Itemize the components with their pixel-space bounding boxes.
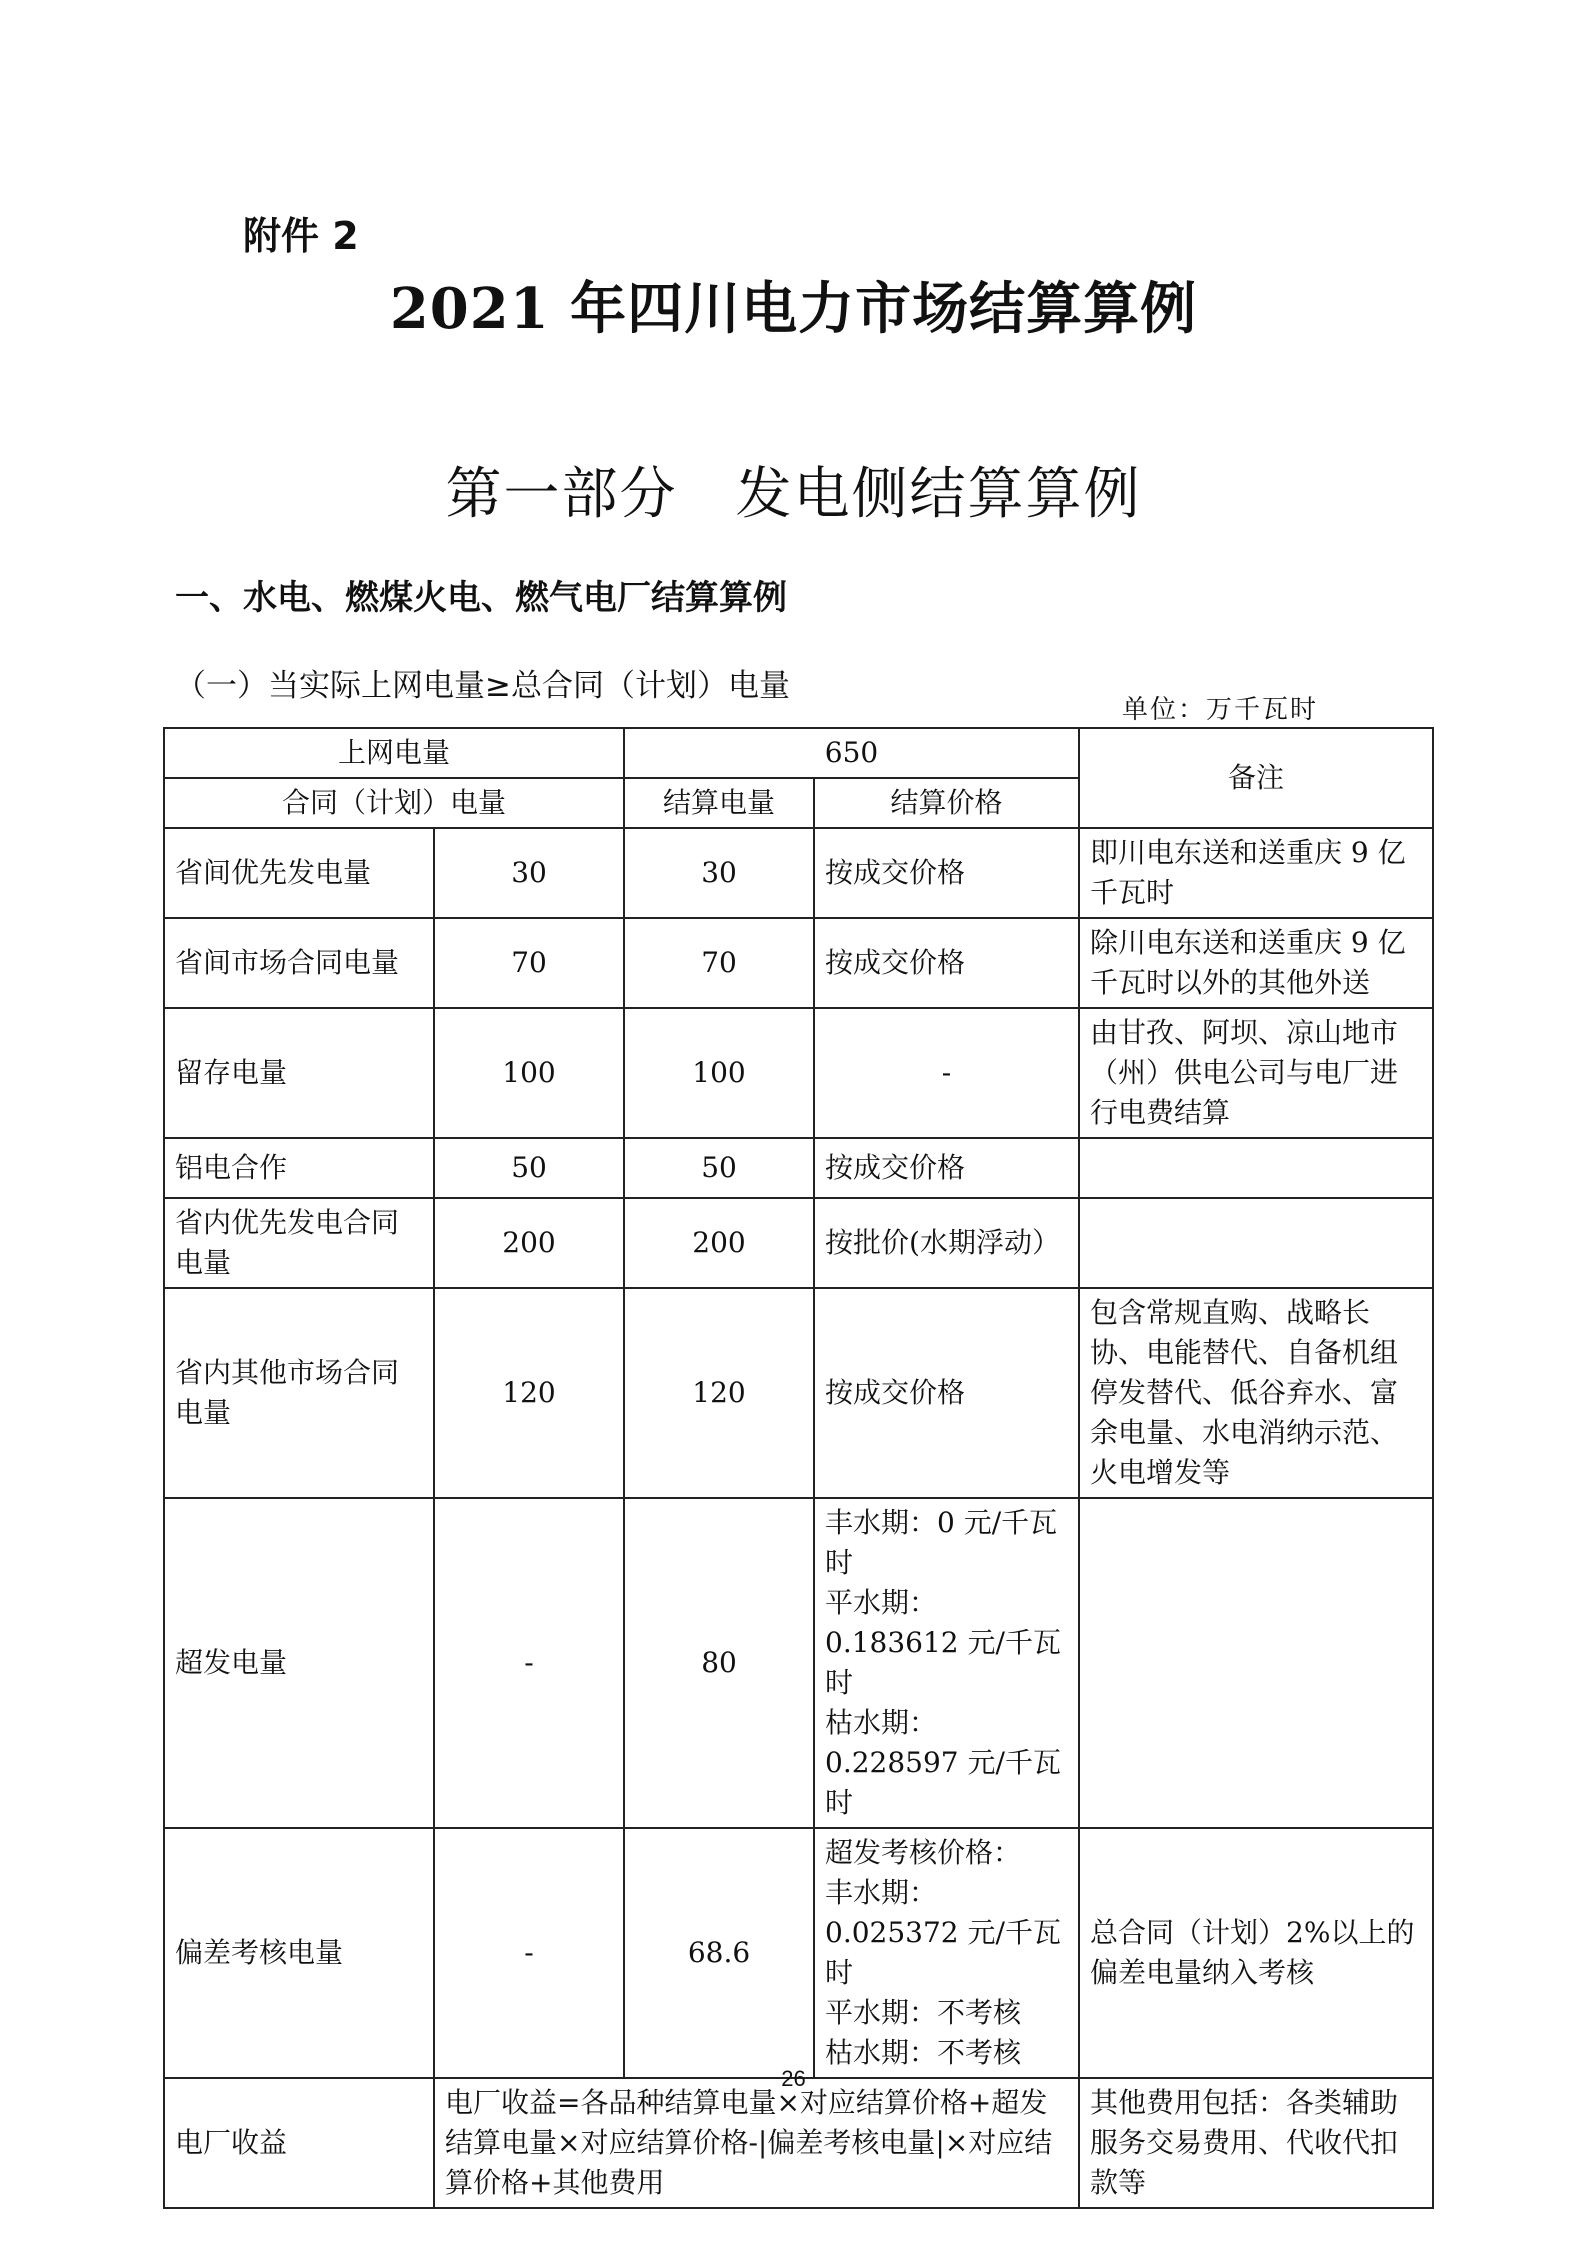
- row-remark: 即川电东送和送重庆 9 亿千瓦时: [1079, 828, 1433, 918]
- row-remark: 总合同（计划）2%以上的偏差电量纳入考核: [1079, 1828, 1433, 2078]
- document-title: 2021 年四川电力市场结算算例: [389, 276, 1198, 342]
- row-name: 省内其他市场合同电量: [164, 1288, 434, 1498]
- table-row: [164, 1828, 1433, 2078]
- table-row: [164, 1198, 1433, 1288]
- contract-energy-header: 合同（计划）电量: [164, 778, 624, 828]
- unit-label: 单位：万千瓦时: [1122, 695, 1319, 725]
- grid-energy-label: 上网电量: [164, 728, 624, 778]
- row-name: 超发电量: [164, 1498, 434, 1828]
- table-row: [164, 1138, 1433, 1198]
- row-settled-energy: 80: [624, 1498, 814, 1828]
- row-settled-energy: 50: [624, 1138, 814, 1198]
- row-name: 留存电量: [164, 1008, 434, 1138]
- row-contract-energy: -: [434, 1828, 624, 2078]
- row-contract-energy: 70: [434, 918, 624, 1008]
- row-remark: 由甘孜、阿坝、凉山地市（州）供电公司与电厂进行电费结算: [1079, 1008, 1433, 1138]
- row-settlement-price: 超发考核价格： 丰水期：0.025372 元/千瓦时 平水期：不考核 枯水期：不考核: [814, 1828, 1079, 2078]
- row-remark: [1079, 1198, 1433, 1288]
- row-contract-energy: -: [434, 1498, 624, 1828]
- page-number: 26: [781, 2066, 806, 2091]
- row-name: 省间市场合同电量: [164, 918, 434, 1008]
- row-settled-energy: 70: [624, 918, 814, 1008]
- subsection-heading: （一）当实际上网电量≥总合同（计划）电量: [175, 668, 790, 704]
- row-settlement-price: 按成交价格: [814, 1288, 1079, 1498]
- row-remark: [1079, 1138, 1433, 1198]
- section-heading: 一、水电、燃煤火电、燃气电厂结算算例: [175, 578, 787, 618]
- row-remark: 包含常规直购、战略长协、电能替代、自备机组停发替代、低谷弃水、富余电量、水电消纳示范、火电增发等: [1079, 1288, 1433, 1498]
- row-name: 铝电合作: [164, 1138, 434, 1198]
- grid-energy-value: 650: [624, 728, 1079, 778]
- revenue-row: [164, 2078, 1433, 2208]
- table-row: [164, 918, 1433, 1008]
- row-name: 省间优先发电量: [164, 828, 434, 918]
- table-row: [164, 828, 1433, 918]
- table-row: [164, 1008, 1433, 1138]
- row-name: 偏差考核电量: [164, 1828, 434, 2078]
- row-contract-energy: 100: [434, 1008, 624, 1138]
- row-settlement-price: 按成交价格: [814, 918, 1079, 1008]
- row-contract-energy: 50: [434, 1138, 624, 1198]
- row-settled-energy: 30: [624, 828, 814, 918]
- row-settled-energy: 100: [624, 1008, 814, 1138]
- row-contract-energy: 200: [434, 1198, 624, 1288]
- settlement-price-header: 结算价格: [814, 778, 1079, 828]
- row-settlement-price: 按成交价格: [814, 1138, 1079, 1198]
- row-remark: [1079, 1498, 1433, 1828]
- table-row: [164, 1288, 1433, 1498]
- revenue-remark: 其他费用包括：各类辅助服务交易费用、代收代扣款等: [1079, 2078, 1433, 2208]
- row-contract-energy: 120: [434, 1288, 624, 1498]
- settlement-table: [163, 727, 1434, 2209]
- table-header-row: [164, 728, 1433, 778]
- revenue-label: 电厂收益: [164, 2078, 434, 2208]
- row-settled-energy: 200: [624, 1198, 814, 1288]
- row-settled-energy: 68.6: [624, 1828, 814, 2078]
- row-settled-energy: 120: [624, 1288, 814, 1498]
- table-row: [164, 1498, 1433, 1828]
- row-settlement-price: 按批价(水期浮动）: [814, 1198, 1079, 1288]
- revenue-formula: 电厂收益=各品种结算电量×对应结算价格+超发结算电量×对应结算价格-|偏差考核电量|×对应结算价格+其他费用: [434, 2078, 1079, 2208]
- settlement-energy-header: 结算电量: [624, 778, 814, 828]
- part-title: 第一部分 发电侧结算算例: [445, 462, 1142, 527]
- row-remark: 除川电东送和送重庆 9 亿千瓦时以外的其他外送: [1079, 918, 1433, 1008]
- row-settlement-price: 丰水期：0 元/千瓦时 平水期：0.183612 元/千瓦时 枯水期：0.228597 元/千瓦时: [814, 1498, 1079, 1828]
- row-settlement-price: -: [814, 1008, 1079, 1138]
- attachment-label: 附件 2: [243, 214, 359, 258]
- row-name: 省内优先发电合同电量: [164, 1198, 434, 1288]
- remarks-header: 备注: [1079, 728, 1433, 828]
- row-contract-energy: 30: [434, 828, 624, 918]
- row-settlement-price: 按成交价格: [814, 828, 1079, 918]
